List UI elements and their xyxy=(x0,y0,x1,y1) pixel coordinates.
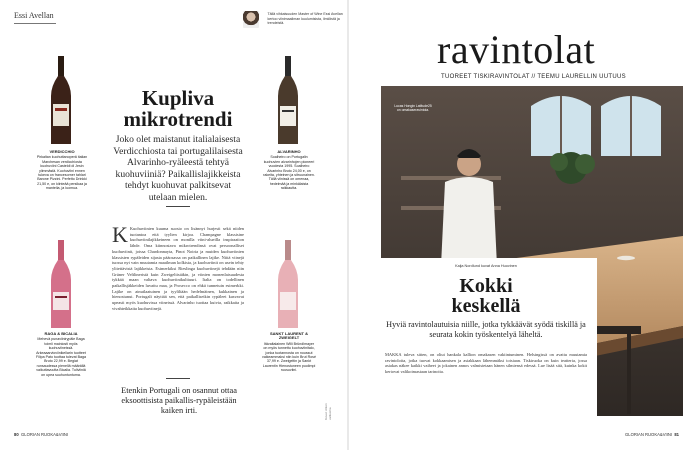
rose-bottle-image xyxy=(275,240,301,330)
article-panel xyxy=(375,258,597,418)
author-bio-text: Tällä vihkaisuuden Master of Wine Essi Avellan kertoo viinimaailman kuulumisista, ilmiöistä ja trendeistä. xyxy=(267,12,343,25)
baga-bottle-image xyxy=(48,240,74,330)
verdicchio-bottle xyxy=(48,56,74,146)
right-page-number: 81 xyxy=(674,432,680,437)
left-footer xyxy=(14,432,68,437)
rose-title: SANKT LAURENT & ZWEIGELT xyxy=(270,331,308,341)
baga-title: RAGA & BICALIA xyxy=(44,331,78,336)
author-bio xyxy=(243,11,353,29)
article-body xyxy=(112,226,244,356)
rose-bottle xyxy=(275,240,301,330)
baga-bottle xyxy=(48,240,74,330)
rose-caption xyxy=(262,332,316,373)
title-line-2: mikrotrendi xyxy=(123,107,233,131)
right-title-line-2: keskellä xyxy=(451,295,521,317)
article-lead-right: Hyviä ravintolautuisia niille, jotka tykkäävät syödä tiskillä ja seurata kokin työskentelyä läheltä. xyxy=(386,320,586,339)
verdicchio-title: VERDICCHIO xyxy=(49,149,75,154)
drop-cap: K xyxy=(112,226,128,247)
author-photo xyxy=(243,11,259,28)
article-lead: Joko olet maistanut italialaisesta Verdicchiosta tai portugalilaisesta Alvarinho-ryäleestä tehtyä kuohuviiniä? Paikallislajikkeista tehdyt kuohuvat palkitsevat utelaan mielen. xyxy=(113,134,243,203)
alvarinho-bottle xyxy=(275,56,301,146)
pull-quote-divider xyxy=(166,378,190,379)
rose-text: Itävaltalainen Willi Bründlmayer on myös tunnettu kuohuviinitalo, jonka tuotannosta on noussut vaikeammaksi niin kuin Brut Rosé 37,99 e. Zweigeltin ja Sankt Laurentin Hienostuneen puolimpi ruusuviini. xyxy=(262,341,316,373)
verdicchio-text: Pirkaltan kuohuttanoperä italian Marchesan verdicchiosta kuohuviini Casteldi di Jesin ylimmästä. Kuohuviini ennen tukeva on francesorner tahlari Barone Pizzini. Perfetto Drinkki 21,50 e, on kiinteää persikaa ja mantelia, ja luomua. xyxy=(36,155,88,191)
left-page-number: 80 xyxy=(14,432,19,437)
alvarinho-title: ALVARINHO xyxy=(277,149,301,154)
lead-divider xyxy=(166,206,190,207)
left-footer-text: GLORIAN RUOKA&VIINI xyxy=(21,432,69,437)
section-masthead: ravintolat xyxy=(437,27,596,72)
article-body-right: MAKKA tuleva sitten, on oliut hankala kallion omakasen vakiintuminen. Helsingissä on avattu muutamia ravintoloita, jotka tuovat kokkaamisen ja asiakkaan lähemmäksi toisiaan. Tiskiruoka on kuin teatteria, jossa asiakas näkee kaikki vaiheet ja jokainen annos valmistetaan hänen silmiensä edessä. Lue lisää sitä, kuinka kokit kertovat valikoimastaan tarinoita. xyxy=(385,352,587,374)
author-rule xyxy=(14,23,56,24)
body-text: Kuohuviinien kuuma suosio on lisännyt hurjesti sekä niiden tuotantoa että tyylien kirjoa. Champagne klassisine kuohuviinilajikkeineen on monilla viini-alueilla inspiraation lähde. Oma kiinnostava mikrotrendinsä ovat persoonalliset kuohuviinit, joissa Chardonnayta, Pinot Noiria ja muiden kuohuviinien klassisten rypäleiden sijasta pääosassa on paikallinen lajike. Niitä viinejä tuossa nyt vain muutamia maailman kolkista, ja kuohuviinit on usein tehty ylitettävistä lajikkeista. Esimerkiksi Rieslinga kuohuviinejä tehdään niin Grüner Veltlineristä kuin Zweigeltistäkin, ja viinien monenlaisuudesta tykkää maan valtava kuohuviinikulttuuri. Italia on todellinen paikallisjäkkeiden luvattu maa, ja Prosecco on ehkä tunnetuin esimerkki. Lajike on ainutlaatuinen ja tyyliltään hedelmäinen, kukkainen ja hienostunut. Portugali näyttää sen, että paikallisetkin rypäleet kasvavat upeasti myös kuohuvissa viineissä. Alvarinho tuottaa kuivia, raikkaita ja vivahteikkaita kuohuviinejä. xyxy=(112,226,244,311)
right-page xyxy=(349,0,696,450)
section-subhead: TUOREET TISKIRAVINTOLAT // TEEMU LAURELLIN UUTUUS xyxy=(441,74,626,80)
alvarinho-text: Soalheiro on Portugalin kuohuvien alvarinhojen pioneeri vuodesta 1995. Soalheiro Alvarinho Bruto 24,00 e, on rakeita, yhteinen ja sitruunainen. Tällä viinissä on omenaa, hedelmää ja minkälaista raikkautta. xyxy=(263,155,315,191)
right-footer xyxy=(625,432,679,437)
verdicchio-bottle-image xyxy=(48,56,74,146)
right-title-line-1: Kokki xyxy=(459,275,513,297)
article-title xyxy=(108,88,248,130)
baga-caption xyxy=(34,332,88,377)
baga-text: Mehevä punaviinirypäle Baga toimii mainiosti myös kuohuviineissä. Arkeaaarvioviinikellarin tuotteet Filipa Pato tuottaa tulevat Baga Bruto 22,99 e. Begiat runsaudessa pienellä määrällä vaikuttavuutta Bicalia. Tuliviiniä on upea suuhuntuntuma. xyxy=(36,337,86,377)
photo-caption: Lucas Hongin Latitude25 on omakaseravintola. xyxy=(394,104,432,113)
article-title-right xyxy=(375,276,597,316)
right-footer-text: GLORIAN RUOKA&VIINI xyxy=(625,432,673,437)
article-credits: Kaija Nordlund kuvat Anna Huovinen xyxy=(455,264,517,268)
pull-quote: Etenkin Portugali on osannut ottaa eksoottisista paikallis-rypäleistään kaiken irti. xyxy=(121,386,237,415)
title-line-1: Kupliva xyxy=(141,86,215,110)
author-name: Essi Avellan xyxy=(14,11,54,20)
alvarinho-bottle-image xyxy=(275,56,301,146)
photo-credit: Kuvat: Alkon valikoima xyxy=(324,403,332,420)
verdicchio-caption xyxy=(36,150,88,191)
alvarinho-caption xyxy=(262,150,316,191)
